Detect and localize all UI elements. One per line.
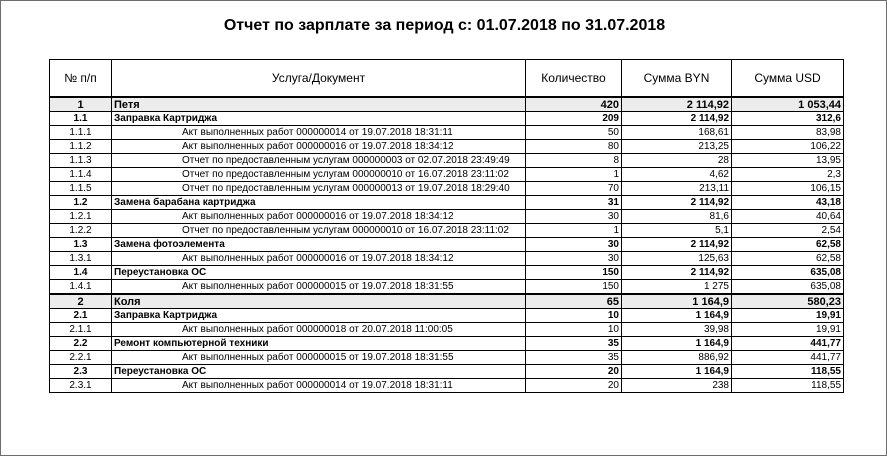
service-row bbox=[50, 238, 844, 252]
service-row bbox=[50, 337, 844, 351]
cell-service: Заправка Картриджа bbox=[112, 309, 526, 323]
document-row bbox=[50, 126, 844, 140]
cell-sum-byn: 886,92 bbox=[622, 351, 732, 365]
cell-qty: 50 bbox=[526, 126, 622, 140]
cell-service: Акт выполненных работ 000000015 от 19.07.2018 18:31:55 bbox=[112, 280, 526, 295]
cell-sum-byn: 1 164,9 bbox=[622, 337, 732, 351]
cell-sum-byn: 125,63 bbox=[622, 252, 732, 266]
cell-sum-byn: 2 114,92 bbox=[622, 112, 732, 126]
cell-qty: 20 bbox=[526, 365, 622, 379]
cell-service: Акт выполненных работ 000000016 от 19.07.2018 18:34:12 bbox=[112, 140, 526, 154]
document-row bbox=[50, 154, 844, 168]
cell-qty: 10 bbox=[526, 323, 622, 337]
cell-qty: 30 bbox=[526, 252, 622, 266]
header-qty: Количество bbox=[526, 60, 622, 98]
cell-sum-usd: 312,6 bbox=[732, 112, 844, 126]
document-row bbox=[50, 252, 844, 266]
cell-sum-byn: 168,61 bbox=[622, 126, 732, 140]
cell-num: 1.1.2 bbox=[50, 140, 112, 154]
report-title: Отчет по зарплате за период с: 01.07.2018 по 31.07.2018 bbox=[223, 17, 666, 34]
service-row bbox=[50, 309, 844, 323]
salary-report-table bbox=[49, 59, 844, 393]
service-row bbox=[50, 196, 844, 210]
cell-sum-byn: 2 114,92 bbox=[622, 97, 732, 112]
cell-service: Петя bbox=[112, 97, 526, 112]
header-sum-byn: Сумма BYN bbox=[622, 60, 732, 98]
cell-num: 1.1.3 bbox=[50, 154, 112, 168]
cell-sum-usd: 2,3 bbox=[732, 168, 844, 182]
cell-service: Заправка Картриджа bbox=[112, 112, 526, 126]
cell-service: Замена барабана картриджа bbox=[112, 196, 526, 210]
cell-num: 2.3.1 bbox=[50, 379, 112, 393]
cell-qty: 35 bbox=[526, 351, 622, 365]
cell-num: 1.1.5 bbox=[50, 182, 112, 196]
document-row bbox=[50, 210, 844, 224]
cell-sum-usd: 441,77 bbox=[732, 337, 844, 351]
cell-sum-byn: 213,25 bbox=[622, 140, 732, 154]
cell-service: Акт выполненных работ 000000014 от 19.07.2018 18:31:11 bbox=[112, 379, 526, 393]
cell-sum-usd: 2,54 bbox=[732, 224, 844, 238]
cell-num: 1.2.1 bbox=[50, 210, 112, 224]
document-row bbox=[50, 323, 844, 337]
document-row bbox=[50, 168, 844, 182]
document-row bbox=[50, 280, 844, 295]
header-service: Услуга/Документ bbox=[112, 60, 526, 98]
cell-service: Акт выполненных работ 000000016 от 19.07.2018 18:34:12 bbox=[112, 210, 526, 224]
cell-qty: 65 bbox=[526, 294, 622, 309]
cell-service: Переустановка ОС bbox=[112, 365, 526, 379]
cell-sum-byn: 39,98 bbox=[622, 323, 732, 337]
cell-sum-byn: 4,62 bbox=[622, 168, 732, 182]
cell-qty: 20 bbox=[526, 379, 622, 393]
cell-service: Акт выполненных работ 000000015 от 19.07.2018 18:31:55 bbox=[112, 351, 526, 365]
cell-sum-usd: 62,58 bbox=[732, 238, 844, 252]
cell-service: Коля bbox=[112, 294, 526, 309]
cell-sum-usd: 43,18 bbox=[732, 196, 844, 210]
cell-qty: 150 bbox=[526, 266, 622, 280]
cell-num: 1.4 bbox=[50, 266, 112, 280]
cell-num: 1.4.1 bbox=[50, 280, 112, 295]
cell-sum-byn: 2 114,92 bbox=[622, 238, 732, 252]
cell-sum-usd: 13,95 bbox=[732, 154, 844, 168]
cell-sum-byn: 1 164,9 bbox=[622, 365, 732, 379]
cell-sum-usd: 441,77 bbox=[732, 351, 844, 365]
cell-sum-usd: 1 053,44 bbox=[732, 97, 844, 112]
document-row bbox=[50, 182, 844, 196]
cell-qty: 30 bbox=[526, 238, 622, 252]
header-row bbox=[50, 60, 844, 98]
cell-sum-usd: 635,08 bbox=[732, 266, 844, 280]
service-row bbox=[50, 365, 844, 379]
cell-sum-byn: 1 164,9 bbox=[622, 309, 732, 323]
cell-service: Замена фотоэлемента bbox=[112, 238, 526, 252]
cell-sum-byn: 81,6 bbox=[622, 210, 732, 224]
cell-qty: 35 bbox=[526, 337, 622, 351]
cell-num: 1.1 bbox=[50, 112, 112, 126]
cell-qty: 1 bbox=[526, 224, 622, 238]
cell-service: Акт выполненных работ 000000014 от 19.07.2018 18:31:11 bbox=[112, 126, 526, 140]
cell-service: Ремонт компьютерной техники bbox=[112, 337, 526, 351]
cell-num: 2.1.1 bbox=[50, 323, 112, 337]
cell-num: 1.3 bbox=[50, 238, 112, 252]
header-sum-usd: Сумма USD bbox=[732, 60, 844, 98]
cell-sum-usd: 19,91 bbox=[732, 309, 844, 323]
cell-sum-byn: 1 275 bbox=[622, 280, 732, 295]
cell-sum-byn: 2 114,92 bbox=[622, 196, 732, 210]
cell-sum-usd: 635,08 bbox=[732, 280, 844, 295]
cell-sum-usd: 118,55 bbox=[732, 379, 844, 393]
cell-sum-usd: 40,64 bbox=[732, 210, 844, 224]
cell-sum-usd: 62,58 bbox=[732, 252, 844, 266]
cell-sum-usd: 106,22 bbox=[732, 140, 844, 154]
cell-qty: 8 bbox=[526, 154, 622, 168]
employee-row bbox=[50, 97, 844, 112]
cell-qty: 420 bbox=[526, 97, 622, 112]
document-row bbox=[50, 224, 844, 238]
cell-sum-usd: 118,55 bbox=[732, 365, 844, 379]
cell-service: Акт выполненных работ 000000018 от 20.07.2018 11:00:05 bbox=[112, 323, 526, 337]
cell-service: Отчет по предоставленным услугам 000000010 от 16.07.2018 23:11:02 bbox=[112, 224, 526, 238]
cell-qty: 150 bbox=[526, 280, 622, 295]
cell-qty: 30 bbox=[526, 210, 622, 224]
cell-sum-byn: 5,1 bbox=[622, 224, 732, 238]
service-row bbox=[50, 266, 844, 280]
cell-qty: 80 bbox=[526, 140, 622, 154]
cell-sum-usd: 19,91 bbox=[732, 323, 844, 337]
header-num: № п/п bbox=[50, 60, 112, 98]
employee-row bbox=[50, 294, 844, 309]
document-row bbox=[50, 351, 844, 365]
cell-qty: 70 bbox=[526, 182, 622, 196]
cell-service: Переустановка ОС bbox=[112, 266, 526, 280]
cell-sum-byn: 213,11 bbox=[622, 182, 732, 196]
cell-sum-byn: 28 bbox=[622, 154, 732, 168]
cell-num: 1.2 bbox=[50, 196, 112, 210]
cell-qty: 209 bbox=[526, 112, 622, 126]
cell-sum-usd: 83,98 bbox=[732, 126, 844, 140]
cell-num: 1.1.4 bbox=[50, 168, 112, 182]
cell-num: 1.3.1 bbox=[50, 252, 112, 266]
cell-qty: 1 bbox=[526, 168, 622, 182]
cell-sum-byn: 238 bbox=[622, 379, 732, 393]
cell-num: 1.1.1 bbox=[50, 126, 112, 140]
cell-sum-usd: 106,15 bbox=[732, 182, 844, 196]
cell-qty: 31 bbox=[526, 196, 622, 210]
cell-num: 2.3 bbox=[50, 365, 112, 379]
cell-sum-usd: 580,23 bbox=[732, 294, 844, 309]
cell-service: Акт выполненных работ 000000016 от 19.07.2018 18:34:12 bbox=[112, 252, 526, 266]
document-row bbox=[50, 140, 844, 154]
cell-sum-byn: 1 164,9 bbox=[622, 294, 732, 309]
cell-num: 1.2.2 bbox=[50, 224, 112, 238]
cell-qty: 10 bbox=[526, 309, 622, 323]
report-body bbox=[50, 97, 844, 393]
cell-num: 2 bbox=[50, 294, 112, 309]
cell-num: 2.1 bbox=[50, 309, 112, 323]
cell-service: Отчет по предоставленным услугам 000000013 от 19.07.2018 18:29:40 bbox=[112, 182, 526, 196]
cell-num: 2.2.1 bbox=[50, 351, 112, 365]
cell-sum-byn: 2 114,92 bbox=[622, 266, 732, 280]
service-row bbox=[50, 112, 844, 126]
document-row bbox=[50, 379, 844, 393]
cell-service: Отчет по предоставленным услугам 000000003 от 02.07.2018 23:49:49 bbox=[112, 154, 526, 168]
cell-num: 1 bbox=[50, 97, 112, 112]
cell-service: Отчет по предоставленным услугам 000000010 от 16.07.2018 23:11:02 bbox=[112, 168, 526, 182]
cell-num: 2.2 bbox=[50, 337, 112, 351]
